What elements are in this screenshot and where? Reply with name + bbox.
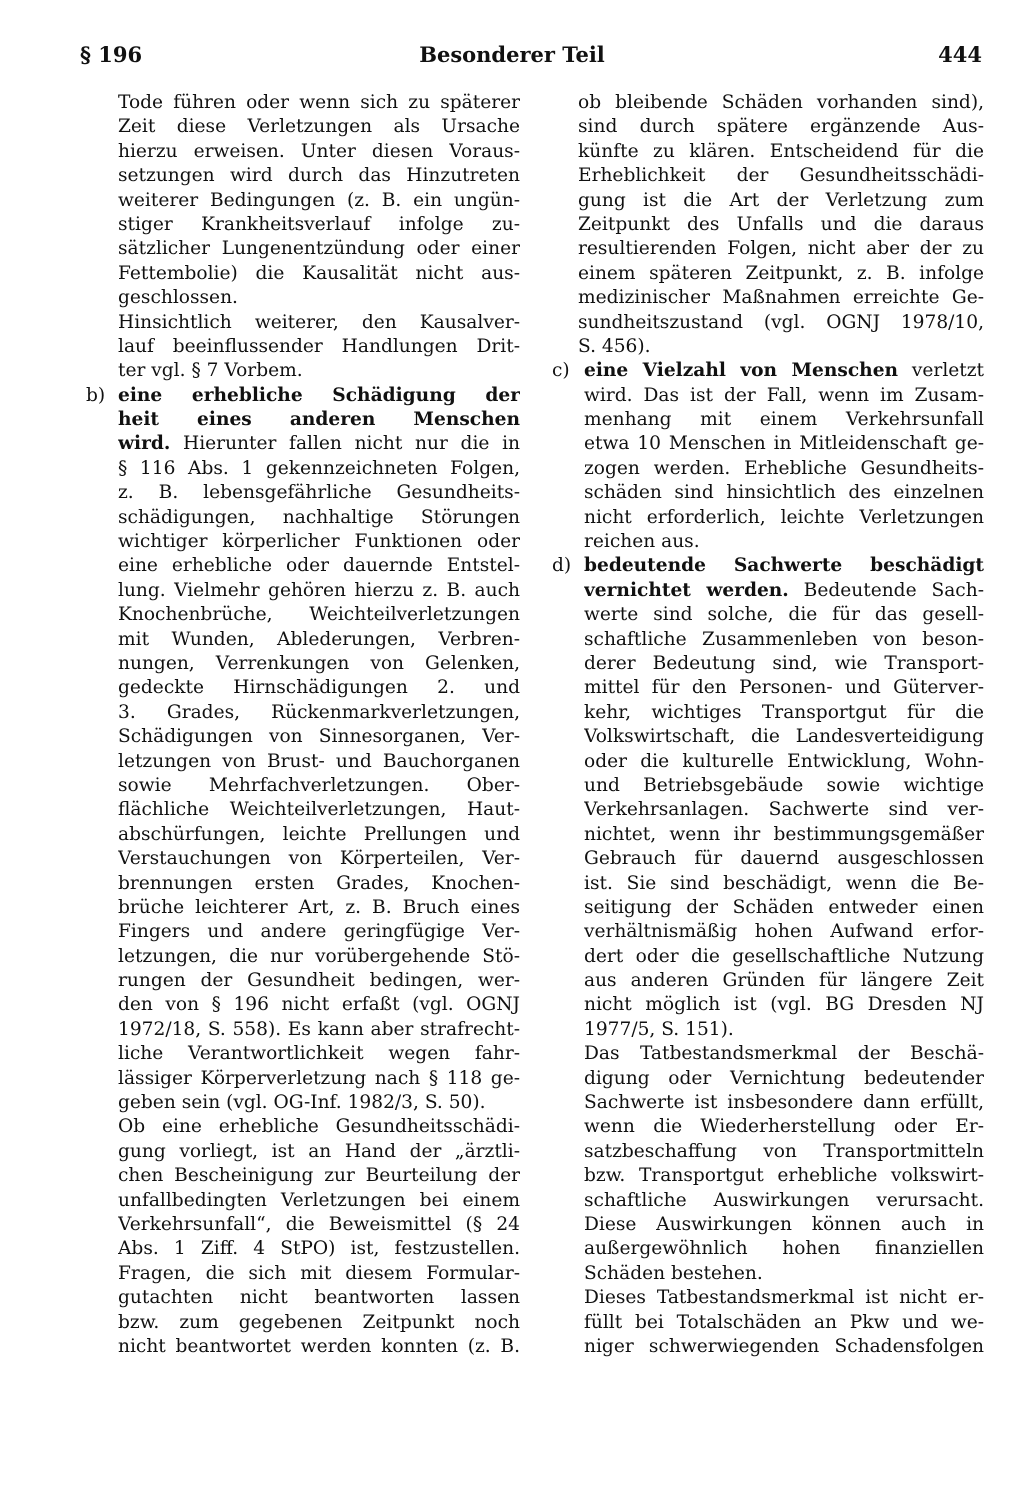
- text-line: bzw. zum gegebenen Zeitpunkt noch: [118, 1311, 520, 1333]
- text-line: stiger Krankheitsverlauf infolge zu-: [118, 213, 520, 235]
- text-line: reichen aus.: [584, 531, 700, 553]
- text-line: sind durch spätere ergänzende Aus-: [578, 116, 984, 138]
- text-line: wichtiger körperlicher Funktionen oder: [118, 531, 520, 553]
- text-line: nichtet, wenn ihr bestimmungsgemäßer: [584, 823, 984, 845]
- item-d-body: [584, 554, 984, 1359]
- text-line: lässiger Körperverletzung nach § 118 ge-: [118, 1067, 520, 1089]
- text-line: verhältnismäßig hohen Aufwand erfor-: [584, 921, 984, 943]
- text-line: Sachwerte ist insbesondere dann erfüllt,: [584, 1092, 984, 1114]
- text-line: ob bleibende Schäden vorhanden sind),: [578, 92, 984, 113]
- text-line: 1977/5, S. 151).: [584, 1018, 734, 1040]
- text-line: füllt bei Totalschäden an Pkw und we-: [584, 1311, 984, 1333]
- text-line: außergewöhnlich hohen finanziellen: [584, 1238, 984, 1260]
- text-line: Verkehrsanlagen. Sachwerte sind ver-: [584, 799, 984, 821]
- text-line: gung vorliegt, ist an Hand der „ärztli-: [118, 1140, 520, 1162]
- item-d-heading: bedeutende Sachwerte beschädigt: [584, 555, 984, 577]
- intro-paragraph: [86, 91, 520, 311]
- text-line: und Betriebsgebäude sowie wichtige: [584, 774, 984, 796]
- text-line: eine Vielzahl von Menschen verletzt: [584, 360, 984, 382]
- text-line: seitigung der Schäden entweder einen: [584, 896, 984, 918]
- text-line: medizinischer Maßnahmen erreichte Ge-: [578, 287, 984, 309]
- text-line: schäden sind hinsichtlich des einzelnen: [584, 482, 984, 504]
- item-c-label: c): [552, 360, 570, 382]
- text-line: Erheblichkeit der Gesundheitsschädi-: [578, 165, 984, 187]
- text-line: etwa 10 Menschen in Mitleidenschaft ge-: [584, 433, 984, 455]
- text-line: Verkehrsunfall“, die Beweismittel (§ 24: [118, 1213, 520, 1235]
- item-b-heading: heit eines anderen Menschen: [118, 409, 520, 431]
- left-column: [86, 91, 520, 1359]
- text-line: Verstauchungen von Körperteilen, Ver-: [118, 848, 520, 870]
- text-line: schaftliche Auswirkungen verursacht.: [584, 1189, 984, 1211]
- text-line: kehr, wichtiges Transportgut für die: [584, 701, 984, 723]
- text-line: Fragen, die sich mit diesem Formular-: [118, 1262, 520, 1284]
- item-c-body: [584, 359, 984, 554]
- text-line: sätzlicher Lungenentzündung oder einer: [118, 238, 520, 260]
- text-line: brennungen ersten Grades, Knochen-: [118, 872, 520, 894]
- text-line: Tode führen oder wenn sich zu späterer: [118, 92, 520, 113]
- text-line: aus anderen Gründen für längere Zeit: [584, 970, 984, 992]
- text-line: den von § 196 nicht erfaßt (vgl. OGNJ: [118, 994, 520, 1016]
- text-line: chen Bescheinigung zur Beurteilung der: [118, 1165, 520, 1187]
- text-line: niger schwerwiegenden Schadensfolgen: [584, 1335, 984, 1357]
- text-line: S. 456).: [578, 335, 651, 357]
- text-line: 1972/18, S. 558). Es kann aber strafrecht-: [118, 1018, 520, 1040]
- text-line: Volkswirtschaft, die Landesverteidigung: [584, 726, 984, 748]
- text-line: Fingers und andere geringfügige Ver-: [118, 921, 520, 943]
- text-line: unfallbedingten Verletzungen bei einem: [118, 1189, 520, 1211]
- text-line: künfte zu klären. Entscheidend für die: [578, 140, 984, 162]
- text-line: letzungen, die nur vorübergehende Stö-: [118, 945, 520, 967]
- text-line: rungen der Gesundheit bedingen, wer-: [118, 970, 520, 992]
- text-line: Knochenbrüche, Weichteilverletzungen: [118, 604, 520, 626]
- text-line: zogen werden. Erhebliche Gesundheits-: [584, 457, 984, 479]
- text-line: z. B. lebensgefährliche Gesundheits-: [118, 482, 520, 504]
- text-line: flächliche Weichteilverletzungen, Haut-: [118, 799, 520, 821]
- text-line: nicht erforderlich, leichte Verletzungen: [584, 506, 984, 528]
- page-number: 444: [938, 42, 982, 67]
- text-line: geben sein (vgl. OG-Inf. 1982/3, S. 50).: [118, 1092, 486, 1114]
- text-line: letzungen von Brust- und Bauchorganen: [118, 750, 520, 772]
- text-line: weiterer Bedingungen (z. B. ein ungün-: [118, 189, 520, 211]
- text-line: einem späteren Zeitpunkt, z. B. infolge: [578, 262, 984, 284]
- text-line: geschlossen.: [118, 287, 238, 309]
- text-line: Gebrauch für dauernd ausgeschlossen: [584, 848, 984, 870]
- item-d-heading-end: vernichtet werden.: [584, 579, 789, 601]
- text-line: Zeit diese Verletzungen als Ursache: [118, 116, 520, 138]
- text-line: nicht beantwortet werden konnten (z. B.: [118, 1335, 520, 1357]
- text-line: lauf beeinflussender Handlungen Drit-: [118, 335, 520, 357]
- item-b-heading-end: wird.: [118, 433, 171, 455]
- text-line: Zeitpunkt des Unfalls und die daraus: [578, 213, 984, 235]
- item-b-label: b): [86, 384, 106, 406]
- text-line: Hinsichtlich weiterer, den Kausalver-: [118, 311, 520, 333]
- text-line: wenn die Wiederherstellung oder Er-: [584, 1116, 984, 1138]
- text-line: gutachten nicht beantworten lassen: [118, 1287, 520, 1309]
- text-line: Abs. 1 Ziff. 4 StPO) ist, festzustellen.: [118, 1238, 520, 1260]
- text-line: § 116 Abs. 1 gekennzeichneten Folgen,: [118, 457, 520, 479]
- text-line: [584, 554, 984, 578]
- text-line: Dieses Tatbestandsmerkmal ist nicht er-: [584, 1287, 984, 1309]
- text-line: Das Tatbestandsmerkmal der Beschä-: [584, 1043, 984, 1065]
- text-line: digung oder Vernichtung bedeutender: [584, 1067, 984, 1089]
- text-line: eine erhebliche oder dauernde Entstel-: [118, 555, 520, 577]
- item-d-label: d): [552, 555, 572, 577]
- text-line: abschürfungen, leichte Prellungen und: [118, 823, 520, 845]
- text-line: menhang mit einem Verkehrsunfall: [584, 409, 984, 431]
- text-line: Schädigungen von Sinnesorganen, Ver-: [118, 726, 520, 748]
- text-line: satzbeschaffung von Transportmitteln: [584, 1140, 984, 1162]
- text-line: oder die kulturelle Entwicklung, Wohn-: [584, 750, 984, 772]
- text-line: mit Wunden, Ablederungen, Verbren-: [118, 628, 520, 650]
- item-c: [552, 359, 984, 554]
- text-line: sowie Mehrfachverletzungen. Ober-: [118, 774, 520, 796]
- text-line: Ob eine erhebliche Gesundheitsschädi-: [118, 1116, 520, 1138]
- text-line: schädigungen, nachhaltige Störungen: [118, 506, 520, 528]
- text-line: setzungen wird durch das Hinzutreten: [118, 165, 520, 187]
- text-line: [118, 408, 520, 432]
- text-line: [118, 384, 520, 408]
- text-line: dert oder die gesellschaftliche Nutzung: [584, 945, 984, 967]
- text-line: resultierenden Folgen, nicht aber der zu: [578, 238, 984, 260]
- item-d: [552, 554, 984, 1359]
- right-column: [552, 91, 984, 1359]
- text-line: mittel für den Personen- und Güterver-: [584, 677, 984, 699]
- text-line: liche Verantwortlichkeit wegen fahr-: [118, 1043, 520, 1065]
- text-line: vernichtet werden. Bedeutende Sach-: [584, 579, 984, 601]
- item-b-heading: eine erhebliche Schädigung der: [118, 384, 520, 406]
- continuation-paragraph: [552, 91, 984, 359]
- text-line: schaftliche Zusammenleben von beson-: [584, 628, 984, 650]
- text-line: derer Bedeutung sind, wie Transport-: [584, 652, 984, 674]
- text-line: gedeckte Hirnschädigungen 2. und: [118, 677, 520, 699]
- running-header-section: § 196: [80, 42, 143, 67]
- text-line: brüche leichterer Art, z. B. Bruch eines: [118, 896, 520, 918]
- text-line: ist. Sie sind beschädigt, wenn die Be-: [584, 872, 984, 894]
- text-line: wird. Hierunter fallen nicht nur die in: [118, 433, 520, 455]
- text-line: hierzu erweisen. Unter diesen Voraus-: [118, 140, 520, 162]
- text-line: nicht möglich ist (vgl. BG Dresden NJ: [584, 994, 984, 1016]
- text-line: Fettembolie) die Kausalität nicht aus-: [118, 262, 520, 284]
- text-line: Schäden bestehen.: [584, 1262, 763, 1284]
- item-c-heading: eine Vielzahl von Menschen: [584, 360, 899, 382]
- text-line: 3. Grades, Rückenmarkverletzungen,: [118, 701, 520, 723]
- item-b-body: [118, 384, 520, 1360]
- text-line: lung. Vielmehr gehören hierzu z. B. auch: [118, 579, 520, 601]
- text-line: gung ist die Art der Verletzung zum: [578, 189, 984, 211]
- text-line: nungen, Verrenkungen von Gelenken,: [118, 652, 520, 674]
- text-line: werte sind solche, die für das gesell-: [584, 604, 984, 626]
- text-line: wird. Das ist der Fall, wenn im Zusam-: [584, 384, 984, 406]
- causation-paragraph: [86, 311, 520, 384]
- running-header-title: Besonderer Teil: [419, 42, 605, 67]
- text-line: Diese Auswirkungen können auch in: [584, 1213, 984, 1235]
- text-line: sundheitszustand (vgl. OGNJ 1978/10,: [578, 311, 984, 333]
- text-line: ter vgl. § 7 Vorbem.: [118, 360, 303, 382]
- item-b: [86, 384, 520, 1360]
- text-line: bzw. Transportgut erhebliche volkswirt-: [584, 1165, 984, 1187]
